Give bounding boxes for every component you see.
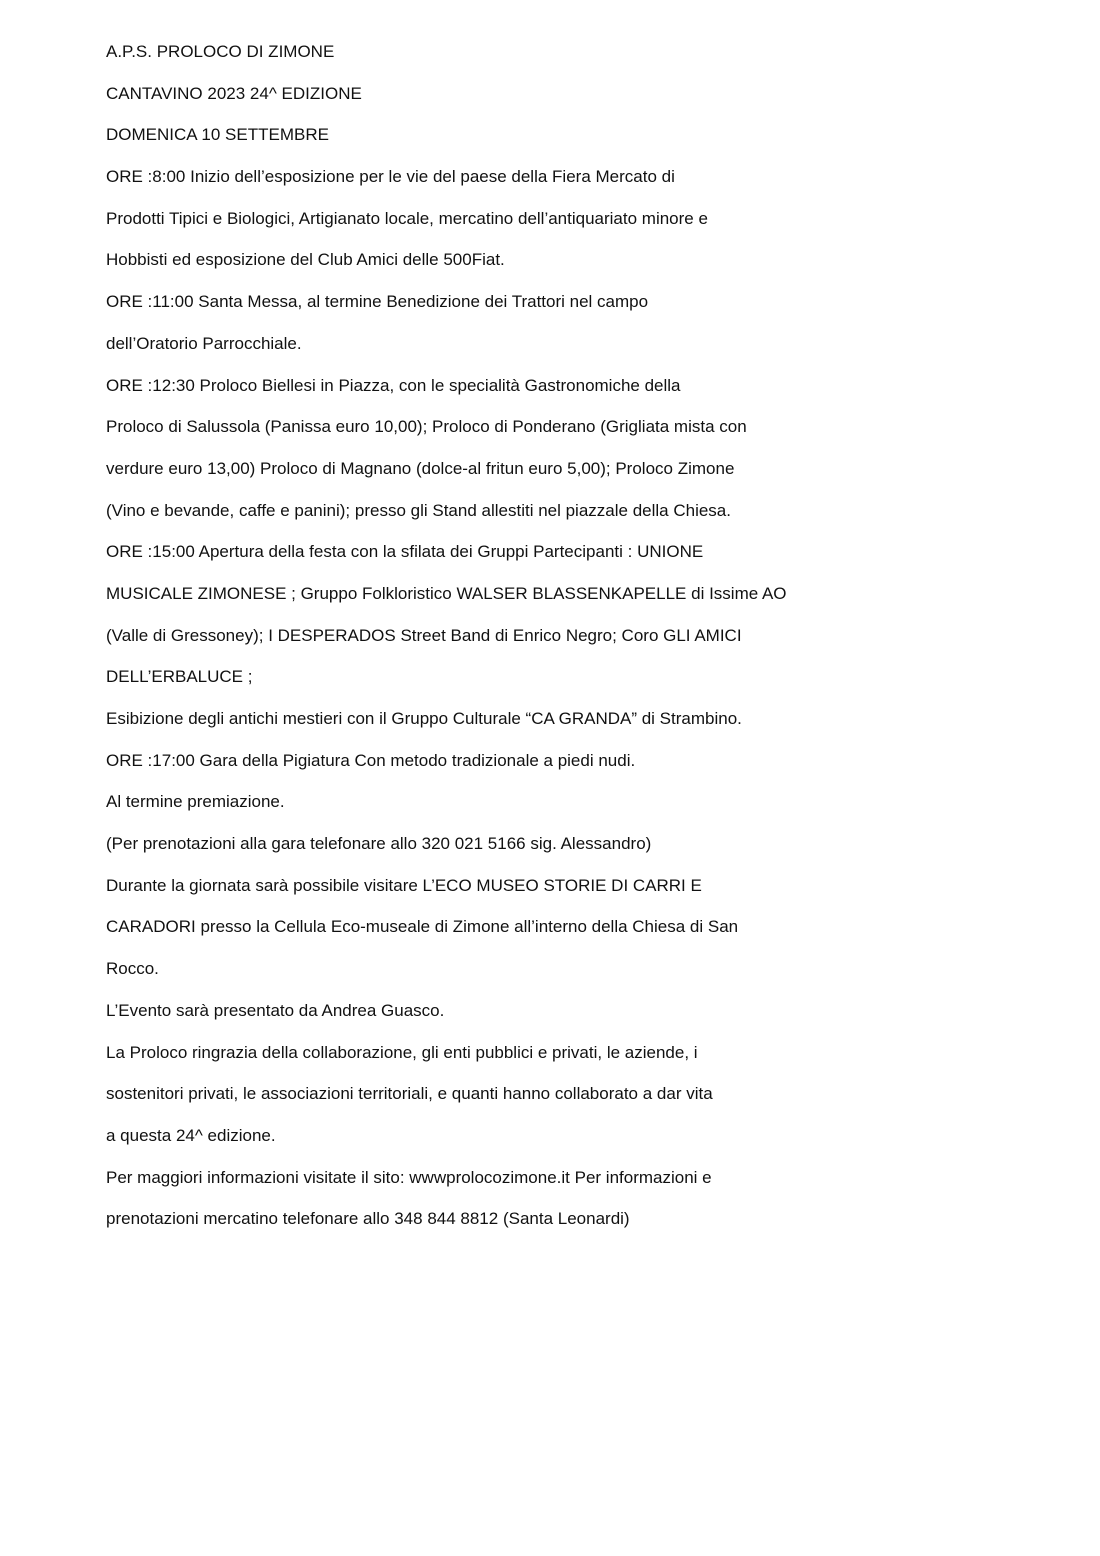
- text-line: Proloco di Salussola (Panissa euro 10,00); Proloco di Ponderano (Grigliata mista con: [106, 417, 747, 437]
- text-line: dell’Oratorio Parrocchiale.: [106, 333, 302, 353]
- text-line: ORE :8:00 Inizio dell’esposizione per le vie del paese della Fiera Mercato di: [106, 167, 675, 187]
- text-line: verdure euro 13,00) Proloco di Magnano (dolce-al fritun euro 5,00); Proloco Zimone: [106, 458, 735, 478]
- text-line: prenotazioni mercatino telefonare allo 348 844 8812 (Santa Leonardi): [106, 1209, 630, 1229]
- text-line: ORE :11:00 Santa Messa, al termine Benedizione dei Trattori nel campo: [106, 292, 649, 312]
- text-line: MUSICALE ZIMONESE ; Gruppo Folkloristico WALSER BLASSENKAPELLE di Issime AO: [106, 583, 787, 603]
- event-date: DOMENICA 10 SETTEMBRE: [106, 125, 329, 145]
- text-line: (Per prenotazioni alla gara telefonare allo 320 021 5166 sig. Alessandro): [106, 834, 652, 854]
- text-line: Rocco.: [106, 959, 159, 979]
- text-line: Al termine premiazione.: [106, 792, 285, 812]
- text-line: Durante la giornata sarà possibile visitare L’ECO MUSEO STORIE DI CARRI E: [106, 875, 702, 895]
- text-line: ORE :17:00 Gara della Pigiatura Con metodo tradizionale a piedi nudi.: [106, 750, 636, 770]
- text-line: ORE :15:00 Apertura della festa con la sfilata dei Gruppi Partecipanti : UNIONE: [106, 542, 704, 562]
- event-title: CANTAVINO 2023 24^ EDIZIONE: [106, 83, 362, 103]
- text-line: a questa 24^ edizione.: [106, 1125, 276, 1145]
- text-line: DELL’ERBALUCE ;: [106, 667, 253, 687]
- text-line: Prodotti Tipici e Biologici, Artigianato locale, mercatino dell’antiquariato minore e: [106, 208, 708, 228]
- text-line: (Vino e bevande, caffe e panini); presso gli Stand allestiti nel piazzale della Chiesa.: [106, 500, 731, 520]
- text-line: (Valle di Gressoney); I DESPERADOS Street Band di Enrico Negro; Coro GLI AMICI: [106, 625, 742, 645]
- text-line: sostenitori privati, le associazioni territoriali, e quanti hanno collaborato a dar vita: [106, 1084, 713, 1104]
- text-line: La Proloco ringrazia della collaborazione, gli enti pubblici e privati, le aziende, i: [106, 1042, 698, 1062]
- text-line: L’Evento sarà presentato da Andrea Guasco.: [106, 1000, 445, 1020]
- document-body: [106, 31, 1006, 1240]
- text-line: Per maggiori informazioni visitate il sito: wwwprolocozimone.it Per informazioni e: [106, 1167, 712, 1187]
- text-line: Hobbisti ed esposizione del Club Amici delle 500Fiat.: [106, 250, 505, 270]
- text-line: CARADORI presso la Cellula Eco-museale di Zimone all’interno della Chiesa di San: [106, 917, 739, 937]
- text-line: ORE :12:30 Proloco Biellesi in Piazza, con le specialità Gastronomiche della: [106, 375, 681, 395]
- text-line: Esibizione degli antichi mestieri con il Gruppo Culturale “CA GRANDA” di Strambino.: [106, 709, 742, 728]
- document-title: A.P.S. PROLOCO DI ZIMONE: [106, 42, 335, 61]
